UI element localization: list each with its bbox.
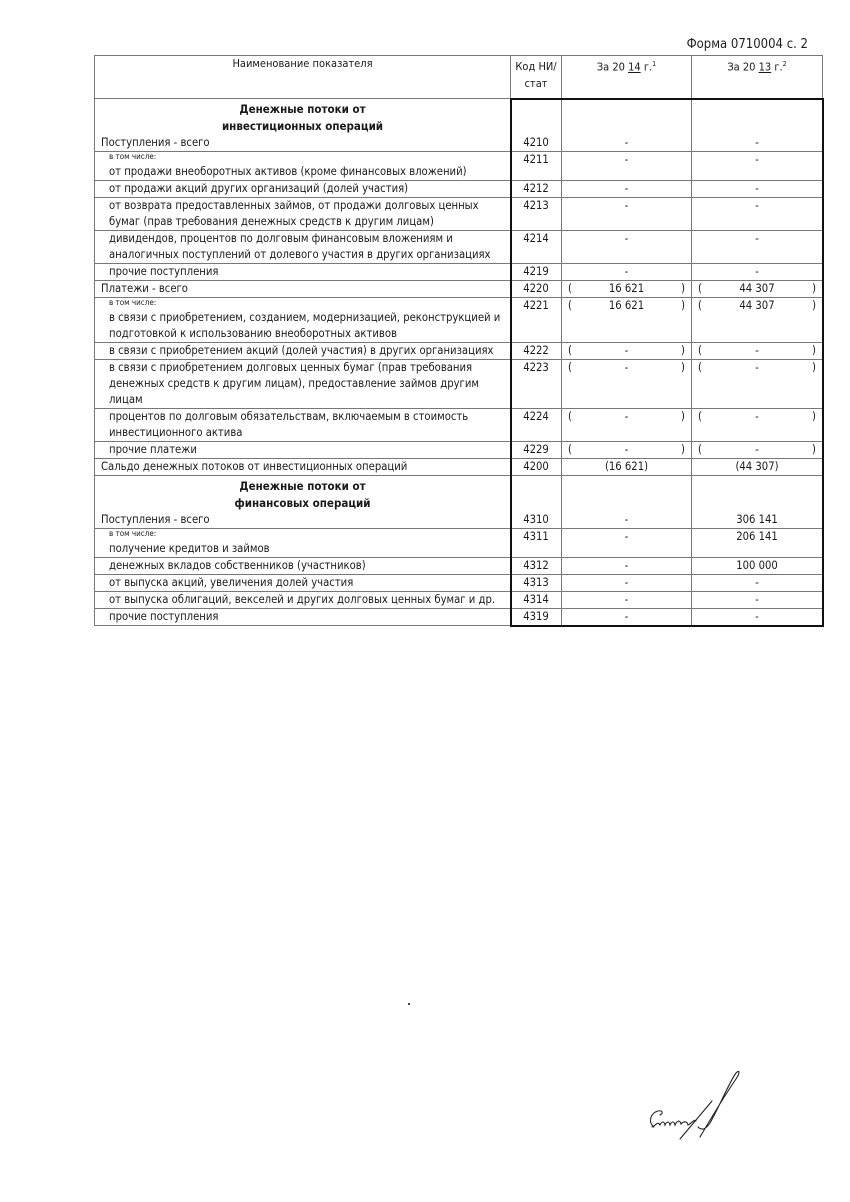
form-number: Форма 0710004 с. 2 — [686, 37, 808, 52]
scan-speck — [408, 1003, 410, 1005]
cash-flow-table — [94, 55, 823, 626]
signature-icon — [640, 1065, 750, 1145]
table-row: Поступления - всего 4210 - - — [95, 135, 823, 152]
table-row: в том числе: от продажи внеоборотных активов (кроме финансовых вложений) 4211 - - — [95, 152, 823, 181]
table-row: Поступления - всего 4310 - 306 141 — [95, 512, 823, 529]
table-row: денежных вкладов собственников (участников) 4312 - 100 000 — [95, 558, 823, 575]
table-row: в связи с приобретением акций (долей участия) в других организациях 4222 ( - ) ( - ) — [95, 343, 823, 360]
table-row: от выпуска акций, увеличения долей участия 4313 - - — [95, 575, 823, 592]
header-year-2014: За 20 14 г.$^1$ — [562, 56, 692, 99]
table-row: в том числе: получение кредитов и займов 4311 - 206 141 — [95, 529, 823, 558]
header-name: Наименование показателя — [95, 56, 511, 99]
table-row: Платежи - всего 4220 ( 16 621 ) ( 44 307 ) — [95, 281, 823, 298]
header-code: Код НИ/ стат — [511, 56, 562, 99]
table-row: от возврата предоставленных займов, от продажи долговых ценных бумаг (прав требования денежных средств к другим лицам) 4213 - - — [95, 198, 823, 231]
table-row: прочие поступления 4319 - - — [95, 609, 823, 626]
table-row: в том числе: в связи с приобретением, созданием, модернизацией, реконструкцией и подготовкой к использованию внеоборотных активов 4221 ( 16 621 ) ( 44 307 ) — [95, 298, 823, 343]
table-header — [95, 56, 823, 99]
table-row-balance: Сальдо денежных потоков от инвестиционных операций 4200 (16 621) (44 307) — [95, 459, 823, 476]
header-year-2013: За 20 13 г.$^2$ — [692, 56, 823, 99]
section-financing-title: Денежные потоки от финансовых операций — [95, 476, 823, 513]
table-row: в связи с приобретением долговых ценных бумаг (прав требования денежных средств к другим лицам), предоставление займов другим лицам 4223 ( - ) ( - ) — [95, 360, 823, 409]
table-row: процентов по долговым обязательствам, включаемым в стоимость инвестиционного актива 4224 ( - ) ( - ) — [95, 409, 823, 442]
table-row: дивидендов, процентов по долговым финансовым вложениям и аналогичных поступлений от долевого участия в других организациях 4214 - - — [95, 231, 823, 264]
table-row: от выпуска облигаций, векселей и других долговых ценных бумаг и др. 4314 - - — [95, 592, 823, 609]
table-row: прочие платежи 4229 ( - ) ( - ) — [95, 442, 823, 459]
table-row: от продажи акций других организаций (долей участия) 4212 - - — [95, 181, 823, 198]
table-row: прочие поступления 4219 - - — [95, 264, 823, 281]
section-investing-title: Денежные потоки от инвестиционных операций — [95, 99, 823, 136]
